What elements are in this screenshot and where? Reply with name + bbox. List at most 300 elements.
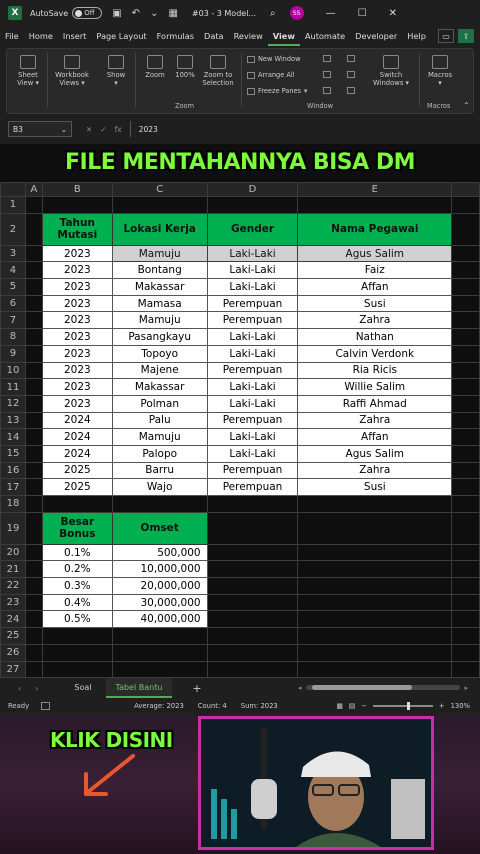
- table-cell[interactable]: Laki-Laki: [207, 279, 298, 296]
- table-cell[interactable]: Perempuan: [207, 362, 298, 379]
- sheet-row: [1, 312, 480, 329]
- ribbon-tab-automate[interactable]: Automate: [304, 31, 346, 41]
- cell[interactable]: [25, 213, 42, 245]
- cell[interactable]: [112, 496, 207, 513]
- table-header[interactable]: Lokasi Kerja: [112, 213, 207, 245]
- table-cell[interactable]: Makassar: [112, 279, 207, 296]
- zoom-icon: [147, 55, 163, 69]
- ribbon-tab-developer[interactable]: Developer: [355, 31, 398, 41]
- cell[interactable]: [452, 429, 480, 446]
- table-cell[interactable]: Perempuan: [207, 295, 298, 312]
- avatar[interactable]: SS: [290, 6, 304, 20]
- cell[interactable]: [42, 628, 112, 645]
- table-cell[interactable]: Topoyo: [112, 345, 207, 362]
- table-header[interactable]: Nama Pegawai: [298, 213, 452, 245]
- cell[interactable]: [25, 362, 42, 379]
- cell[interactable]: [112, 644, 207, 661]
- zoom-slider[interactable]: [373, 705, 433, 707]
- ribbon-tab-insert[interactable]: Insert: [62, 31, 87, 41]
- cell[interactable]: [25, 429, 42, 446]
- save-icon[interactable]: ▣: [112, 7, 122, 19]
- ribbon-tab-view[interactable]: View: [268, 26, 300, 46]
- divider: [241, 53, 242, 107]
- table-cell[interactable]: Wajo: [112, 479, 207, 496]
- table-cell[interactable]: Affan: [298, 429, 452, 446]
- cell[interactable]: [452, 329, 480, 346]
- cell[interactable]: [452, 345, 480, 362]
- table-cell[interactable]: 2023: [42, 245, 112, 262]
- autosave-label: AutoSave: [30, 8, 69, 18]
- arrange-all-button[interactable]: [247, 71, 295, 79]
- row-header[interactable]: 6: [1, 295, 26, 312]
- cell[interactable]: [452, 445, 480, 462]
- table-cell[interactable]: Zahra: [298, 312, 452, 329]
- zoom-to-selection-button[interactable]: [199, 55, 237, 87]
- row-header[interactable]: 11: [1, 379, 26, 396]
- sync-scroll-button[interactable]: [347, 71, 355, 78]
- table-cell[interactable]: 500,000: [112, 544, 207, 561]
- row-header[interactable]: 14: [1, 429, 26, 446]
- table-cell[interactable]: Susi: [298, 295, 452, 312]
- cell[interactable]: [112, 197, 207, 214]
- cell[interactable]: [207, 628, 298, 645]
- table-cell[interactable]: Ria Ricis: [298, 362, 452, 379]
- row-header[interactable]: 17: [1, 479, 26, 496]
- table-cell[interactable]: Majene: [112, 362, 207, 379]
- table-cell[interactable]: Polman: [112, 395, 207, 412]
- name-box[interactable]: [8, 121, 72, 137]
- collapse-ribbon-icon[interactable]: ⌃: [463, 101, 470, 110]
- accessibility-icon[interactable]: [41, 702, 50, 710]
- column-header[interactable]: E: [298, 183, 452, 197]
- enter-icon[interactable]: ✓: [100, 124, 107, 134]
- sheet-row: [1, 345, 480, 362]
- reset-position-button[interactable]: [347, 87, 355, 94]
- workbook-views-label: Workbook Views: [55, 71, 89, 87]
- cell[interactable]: [25, 345, 42, 362]
- cell[interactable]: [25, 544, 42, 561]
- fx-label[interactable]: fx: [114, 124, 122, 134]
- macros-button[interactable]: Macros ▾: [423, 55, 457, 87]
- zoom-slider-knob[interactable]: [407, 702, 410, 710]
- row-header[interactable]: 16: [1, 462, 26, 479]
- cell[interactable]: [298, 578, 452, 595]
- row-header[interactable]: 26: [1, 644, 26, 661]
- table-cell[interactable]: Willie Salim: [298, 379, 452, 396]
- table-cell[interactable]: Palopo: [112, 445, 207, 462]
- table-cell[interactable]: 2023: [42, 395, 112, 412]
- toggle-knob: [75, 10, 82, 17]
- cell[interactable]: [298, 561, 452, 578]
- cell[interactable]: [452, 395, 480, 412]
- zoom-button[interactable]: [141, 55, 169, 79]
- ribbon-tabs: [0, 26, 480, 46]
- cell[interactable]: [298, 197, 452, 214]
- row-header[interactable]: 7: [1, 312, 26, 329]
- new-window-button[interactable]: [247, 55, 300, 63]
- scroll-right-icon[interactable]: ▸: [464, 683, 468, 692]
- divider: [135, 53, 136, 107]
- table-cell[interactable]: Laki-Laki: [207, 245, 298, 262]
- cell[interactable]: [207, 544, 298, 561]
- cell[interactable]: [25, 412, 42, 429]
- column-header[interactable]: [452, 183, 480, 197]
- cell[interactable]: [298, 496, 452, 513]
- freeze-panes-button[interactable]: Freeze Panes ▾: [247, 87, 307, 95]
- ribbon-tab-file[interactable]: File: [5, 31, 19, 41]
- chevron-right-icon[interactable]: ›: [35, 683, 39, 693]
- table-cell[interactable]: Mamuju: [112, 312, 207, 329]
- zoom-100-label: 100%: [175, 71, 195, 79]
- view-side-by-side-button[interactable]: [347, 55, 355, 62]
- table-cell[interactable]: Palu: [112, 412, 207, 429]
- table-header[interactable]: Omset: [112, 512, 207, 544]
- table-cell[interactable]: Laki-Laki: [207, 445, 298, 462]
- table-cell[interactable]: 0.2%: [42, 561, 112, 578]
- select-all-corner[interactable]: [1, 183, 26, 197]
- cell[interactable]: [25, 578, 42, 595]
- minimize-icon[interactable]: —: [325, 7, 336, 19]
- table-header[interactable]: Gender: [207, 213, 298, 245]
- cell[interactable]: [207, 611, 298, 628]
- table-header[interactable]: Besar Bonus: [42, 512, 112, 544]
- table-cell[interactable]: Laki-Laki: [207, 262, 298, 279]
- table-cell[interactable]: Barru: [112, 462, 207, 479]
- cell[interactable]: [452, 279, 480, 296]
- ribbon-tab-formulas[interactable]: Formulas: [156, 31, 195, 41]
- column-header[interactable]: C: [112, 183, 207, 197]
- table-cell[interactable]: Pasangkayu: [112, 329, 207, 346]
- sheet-row: [1, 412, 480, 429]
- cell[interactable]: [452, 295, 480, 312]
- horizontal-scrollbar[interactable]: [298, 683, 468, 692]
- row-header[interactable]: 22: [1, 578, 26, 595]
- ribbon-tab-home[interactable]: Home: [28, 31, 53, 41]
- cell[interactable]: [42, 661, 112, 678]
- cell[interactable]: [25, 594, 42, 611]
- sheet-row: [1, 594, 480, 611]
- cell[interactable]: [25, 561, 42, 578]
- table-cell[interactable]: 10,000,000: [112, 561, 207, 578]
- cell[interactable]: [452, 462, 480, 479]
- table-cell[interactable]: Perempuan: [207, 479, 298, 496]
- table-cell[interactable]: 2023: [42, 329, 112, 346]
- cell[interactable]: [207, 578, 298, 595]
- row-header[interactable]: 21: [1, 561, 26, 578]
- status-bar: [0, 698, 480, 714]
- table-cell[interactable]: Perempuan: [207, 312, 298, 329]
- cell[interactable]: [42, 644, 112, 661]
- table-cell[interactable]: Laki-Laki: [207, 395, 298, 412]
- cell[interactable]: [452, 312, 480, 329]
- cell[interactable]: [452, 661, 480, 678]
- table-cell[interactable]: Laki-Laki: [207, 329, 298, 346]
- cell[interactable]: [25, 197, 42, 214]
- cell[interactable]: [452, 262, 480, 279]
- row-header[interactable]: 23: [1, 594, 26, 611]
- ribbon-tab-help[interactable]: Help: [407, 31, 426, 41]
- cell[interactable]: [25, 312, 42, 329]
- cell[interactable]: [207, 644, 298, 661]
- row-header[interactable]: 13: [1, 412, 26, 429]
- ribbon-tab-data[interactable]: Data: [204, 31, 224, 41]
- cell-reference: B3: [13, 124, 23, 134]
- cell[interactable]: [207, 661, 298, 678]
- cell[interactable]: [452, 561, 480, 578]
- cell[interactable]: [452, 213, 480, 245]
- worksheet-grid[interactable]: [0, 182, 480, 678]
- cell[interactable]: [298, 661, 452, 678]
- formula-input[interactable]: 2023: [130, 121, 474, 137]
- row-header[interactable]: 5: [1, 279, 26, 296]
- table-cell[interactable]: 2024: [42, 445, 112, 462]
- search-icon[interactable]: ⌕: [270, 7, 276, 19]
- table-cell[interactable]: Calvin Verdonk: [298, 345, 452, 362]
- zoom-in-icon[interactable]: +: [438, 702, 445, 710]
- cell[interactable]: [298, 594, 452, 611]
- column-header[interactable]: A: [25, 183, 42, 197]
- row-header[interactable]: 9: [1, 345, 26, 362]
- cell[interactable]: [25, 628, 42, 645]
- table-cell[interactable]: 20,000,000: [112, 578, 207, 595]
- table-cell[interactable]: 30,000,000: [112, 594, 207, 611]
- table-cell[interactable]: 2023: [42, 295, 112, 312]
- sheet-row: [1, 362, 480, 379]
- cell[interactable]: [452, 479, 480, 496]
- workbook-views-button[interactable]: Workbook Views ▾: [51, 55, 93, 87]
- cell[interactable]: [25, 512, 42, 544]
- autosave-toggle[interactable]: [72, 7, 102, 19]
- ribbon-tab-page-layout[interactable]: Page Layout: [96, 31, 147, 41]
- cell[interactable]: [25, 279, 42, 296]
- row-header[interactable]: 4: [1, 262, 26, 279]
- table-cell[interactable]: Affan: [298, 279, 452, 296]
- table-cell[interactable]: 2023: [42, 362, 112, 379]
- scroll-left-icon[interactable]: ◂: [298, 683, 302, 692]
- sheet-row: [1, 213, 480, 245]
- row-header[interactable]: 3: [1, 245, 26, 262]
- undo-icon[interactable]: ↶: [131, 7, 141, 19]
- chevron-left-icon[interactable]: ‹: [18, 683, 22, 693]
- cell[interactable]: [452, 544, 480, 561]
- cell[interactable]: [298, 611, 452, 628]
- table-cell[interactable]: 2025: [42, 479, 112, 496]
- cell[interactable]: [452, 496, 480, 513]
- table-cell[interactable]: 2023: [42, 262, 112, 279]
- table-cell[interactable]: Laki-Laki: [207, 345, 298, 362]
- hide-button[interactable]: [323, 71, 331, 78]
- page-layout-icon[interactable]: ▤: [348, 702, 356, 710]
- cell[interactable]: [207, 594, 298, 611]
- zoom-label: Zoom: [145, 71, 165, 79]
- table-cell[interactable]: Makassar: [112, 379, 207, 396]
- table-cell[interactable]: 40,000,000: [112, 611, 207, 628]
- cell[interactable]: [25, 245, 42, 262]
- zoom-level[interactable]: 130%: [450, 702, 470, 710]
- table-header[interactable]: Tahun Mutasi: [42, 213, 112, 245]
- unhide-button[interactable]: [323, 87, 331, 94]
- title-bar: [0, 0, 480, 26]
- freeze-panes-label: Freeze Panes: [258, 87, 301, 95]
- grid-icon[interactable]: ▦: [168, 7, 178, 19]
- cell[interactable]: [298, 544, 452, 561]
- row-header[interactable]: 12: [1, 395, 26, 412]
- cell[interactable]: [207, 197, 298, 214]
- cell[interactable]: [452, 512, 480, 544]
- sheet-row: [1, 496, 480, 513]
- status-count: Count: 4: [197, 702, 227, 710]
- table-cell[interactable]: Susi: [298, 479, 452, 496]
- table-cell[interactable]: Perempuan: [207, 462, 298, 479]
- klik-disini-text: KLIK DISINI: [50, 728, 173, 752]
- cell[interactable]: [25, 395, 42, 412]
- comments-icon[interactable]: ▭: [438, 29, 454, 43]
- cell[interactable]: [298, 512, 452, 544]
- cell[interactable]: [452, 594, 480, 611]
- cell[interactable]: [452, 644, 480, 661]
- banner-text: FILE MENTAHANNYA BISA DM: [65, 150, 415, 175]
- table-cell[interactable]: Zahra: [298, 462, 452, 479]
- cell[interactable]: [42, 496, 112, 513]
- zoom-100-button[interactable]: [171, 55, 199, 79]
- table-cell[interactable]: 0.5%: [42, 611, 112, 628]
- cell[interactable]: [25, 661, 42, 678]
- table-cell[interactable]: Laki-Laki: [207, 429, 298, 446]
- switch-windows-button[interactable]: Switch Windows ▾: [369, 55, 413, 87]
- table-cell[interactable]: 2023: [42, 379, 112, 396]
- row-header[interactable]: 10: [1, 362, 26, 379]
- row-header[interactable]: 19: [1, 512, 26, 544]
- cell[interactable]: [112, 628, 207, 645]
- ribbon-tab-review[interactable]: Review: [233, 31, 263, 41]
- cell[interactable]: [298, 628, 452, 645]
- column-header[interactable]: B: [42, 183, 112, 197]
- cell[interactable]: [25, 445, 42, 462]
- cell[interactable]: [25, 379, 42, 396]
- scroll-track[interactable]: [306, 685, 461, 690]
- share-icon[interactable]: ⇪: [458, 29, 474, 43]
- eye-icon: [20, 55, 36, 69]
- cell[interactable]: [112, 661, 207, 678]
- cell[interactable]: [452, 628, 480, 645]
- table-cell[interactable]: 2023: [42, 345, 112, 362]
- row-header[interactable]: 24: [1, 611, 26, 628]
- split-button[interactable]: [323, 55, 331, 62]
- cell[interactable]: [25, 496, 42, 513]
- normal-view-icon[interactable]: ▦: [336, 702, 343, 710]
- cell[interactable]: [25, 329, 42, 346]
- sheet-row: [1, 578, 480, 595]
- row-header[interactable]: 1: [1, 197, 26, 214]
- table-cell[interactable]: 0.3%: [42, 578, 112, 595]
- workbook-icon: [64, 55, 80, 69]
- side-by-side-icon: [347, 55, 355, 62]
- row-header[interactable]: 25: [1, 628, 26, 645]
- autosave-state: Off: [84, 9, 95, 17]
- table-cell[interactable]: Faiz: [298, 262, 452, 279]
- cancel-icon[interactable]: ✕: [86, 124, 93, 134]
- menubar-right: [438, 29, 480, 43]
- cell[interactable]: [452, 379, 480, 396]
- cell[interactable]: [452, 412, 480, 429]
- cell[interactable]: [25, 479, 42, 496]
- cell[interactable]: [25, 295, 42, 312]
- cell[interactable]: [25, 462, 42, 479]
- cell[interactable]: [207, 561, 298, 578]
- zoom-selection-icon: [210, 55, 226, 69]
- table-cell[interactable]: Bontang: [112, 262, 207, 279]
- cell[interactable]: [25, 611, 42, 628]
- table-cell[interactable]: 2023: [42, 312, 112, 329]
- table-cell[interactable]: Laki-Laki: [207, 379, 298, 396]
- arrange-all-icon: [247, 72, 255, 79]
- table-cell[interactable]: 2024: [42, 429, 112, 446]
- row-header[interactable]: 27: [1, 661, 26, 678]
- sheet-row: [1, 395, 480, 412]
- scroll-thumb[interactable]: [312, 685, 412, 690]
- table-cell[interactable]: Raffi Ahmad: [298, 395, 452, 412]
- table-cell[interactable]: Mamuju: [112, 245, 207, 262]
- row-header[interactable]: 2: [1, 213, 26, 245]
- show-button[interactable]: Show ▾: [101, 55, 131, 87]
- cell[interactable]: [25, 644, 42, 661]
- sheet-tab-tabel-bantu[interactable]: Tabel Bantu: [106, 678, 173, 698]
- sheet-tab-soal[interactable]: Soal: [74, 683, 92, 692]
- sheet-view-button[interactable]: Sheet View ▾: [11, 55, 45, 87]
- cell[interactable]: [452, 245, 480, 262]
- reset-position-icon: [347, 87, 355, 94]
- column-header[interactable]: D: [207, 183, 298, 197]
- cell[interactable]: [207, 496, 298, 513]
- cell[interactable]: [25, 262, 42, 279]
- cell[interactable]: [42, 197, 112, 214]
- sync-scroll-icon: [347, 71, 355, 78]
- cell[interactable]: [452, 362, 480, 379]
- row-header[interactable]: 8: [1, 329, 26, 346]
- row-header[interactable]: 18: [1, 496, 26, 513]
- sheet-row: [1, 628, 480, 645]
- table-cell[interactable]: Nathan: [298, 329, 452, 346]
- zoom-out-icon[interactable]: −: [361, 702, 367, 710]
- table-cell[interactable]: 0.4%: [42, 594, 112, 611]
- table-cell[interactable]: Zahra: [298, 412, 452, 429]
- cell[interactable]: [298, 644, 452, 661]
- sheet-row: [1, 245, 480, 262]
- table-cell[interactable]: Agus Salim: [298, 245, 452, 262]
- cell[interactable]: [452, 611, 480, 628]
- table-cell[interactable]: Agus Salim: [298, 445, 452, 462]
- add-sheet-icon[interactable]: +: [192, 681, 202, 695]
- cell[interactable]: [452, 578, 480, 595]
- table-cell[interactable]: 0.1%: [42, 544, 112, 561]
- row-header[interactable]: 20: [1, 544, 26, 561]
- table-cell[interactable]: 2024: [42, 412, 112, 429]
- table-cell[interactable]: 2025: [42, 462, 112, 479]
- table-cell[interactable]: Mamasa: [112, 295, 207, 312]
- maximize-icon[interactable]: ☐: [357, 7, 367, 19]
- table-cell[interactable]: 2023: [42, 279, 112, 296]
- redo-icon[interactable]: ⌄: [150, 7, 159, 19]
- table-cell[interactable]: Mamuju: [112, 429, 207, 446]
- close-icon[interactable]: ✕: [388, 7, 398, 19]
- document-title[interactable]: #03 - 3 Model...: [191, 8, 257, 18]
- table-cell[interactable]: Perempuan: [207, 412, 298, 429]
- cell[interactable]: [207, 512, 298, 544]
- split-icon: [323, 55, 331, 62]
- cell[interactable]: [452, 197, 480, 214]
- status-sum: Sum: 2023: [240, 702, 278, 710]
- row-header[interactable]: 15: [1, 445, 26, 462]
